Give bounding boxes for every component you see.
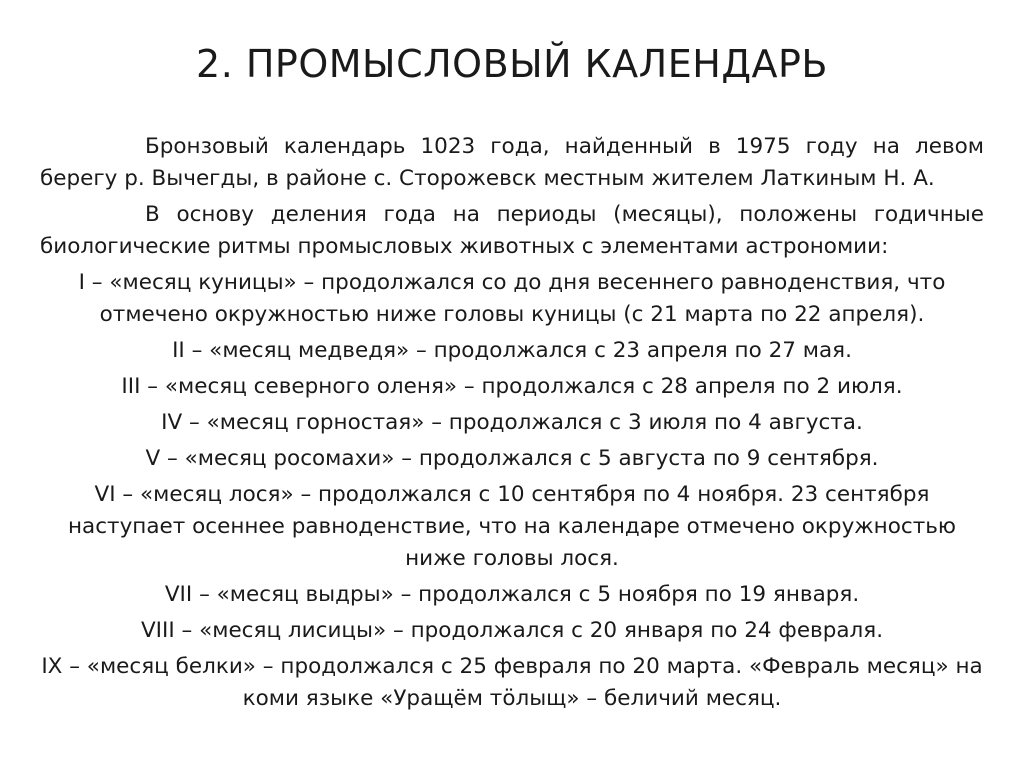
slide-body <box>40 131 984 719</box>
basis-paragraph: В основу деления года на периоды (месяцы), положены годичные биологические ритмы промысловых животных с элементами астрономии: <box>40 202 984 259</box>
month-item-3: III – «месяц северного оленя» – продолжался с 28 апреля по 2 июля. <box>121 374 903 399</box>
month-item-2: II – «месяц медведя» – продолжался с 23 апреля по 27 мая. <box>172 338 852 363</box>
month-item-9: IX – «месяц белки» – продолжался с 25 февраля по 20 марта. «Февраль месяц» на коми языке «Уращём тöлыщ» – беличий месяц. <box>41 654 983 711</box>
slide-title: 2. ПРОМЫСЛОВЫЙ КАЛЕНДАРЬ <box>196 42 828 86</box>
month-item-4: IV – «месяц горностая» – продолжался с 3 июля по 4 августа. <box>161 410 863 435</box>
month-item-8: VIII – «месяц лисицы» – продолжался с 20 января по 24 февраля. <box>140 618 884 643</box>
month-item-1: I – «месяц куницы» – продолжался со до дня весеннего равноденствия, что отмечено окружностью ниже головы куницы (с 21 марта по 22 апреля). <box>78 270 946 327</box>
intro-paragraph: Бронзовый календарь 1023 года, найденный в 1975 году на левом берегу р. Вычегды, в районе с. Сторожевск местным жителем Латкиным Н. А. <box>40 134 984 191</box>
month-item-7: VII – «месяц выдры» – продолжался с 5 ноября по 19 января. <box>164 582 860 607</box>
month-item-6: VI – «месяц лося» – продолжался с 10 сентября по 4 ноября. 23 сентября наступает осеннее равноденствие, что на календаре отмечено окружностью ниже головы лося. <box>68 482 956 571</box>
month-item-5: V – «месяц росомахи» – продолжался с 5 августа по 9 сентября. <box>145 446 879 471</box>
